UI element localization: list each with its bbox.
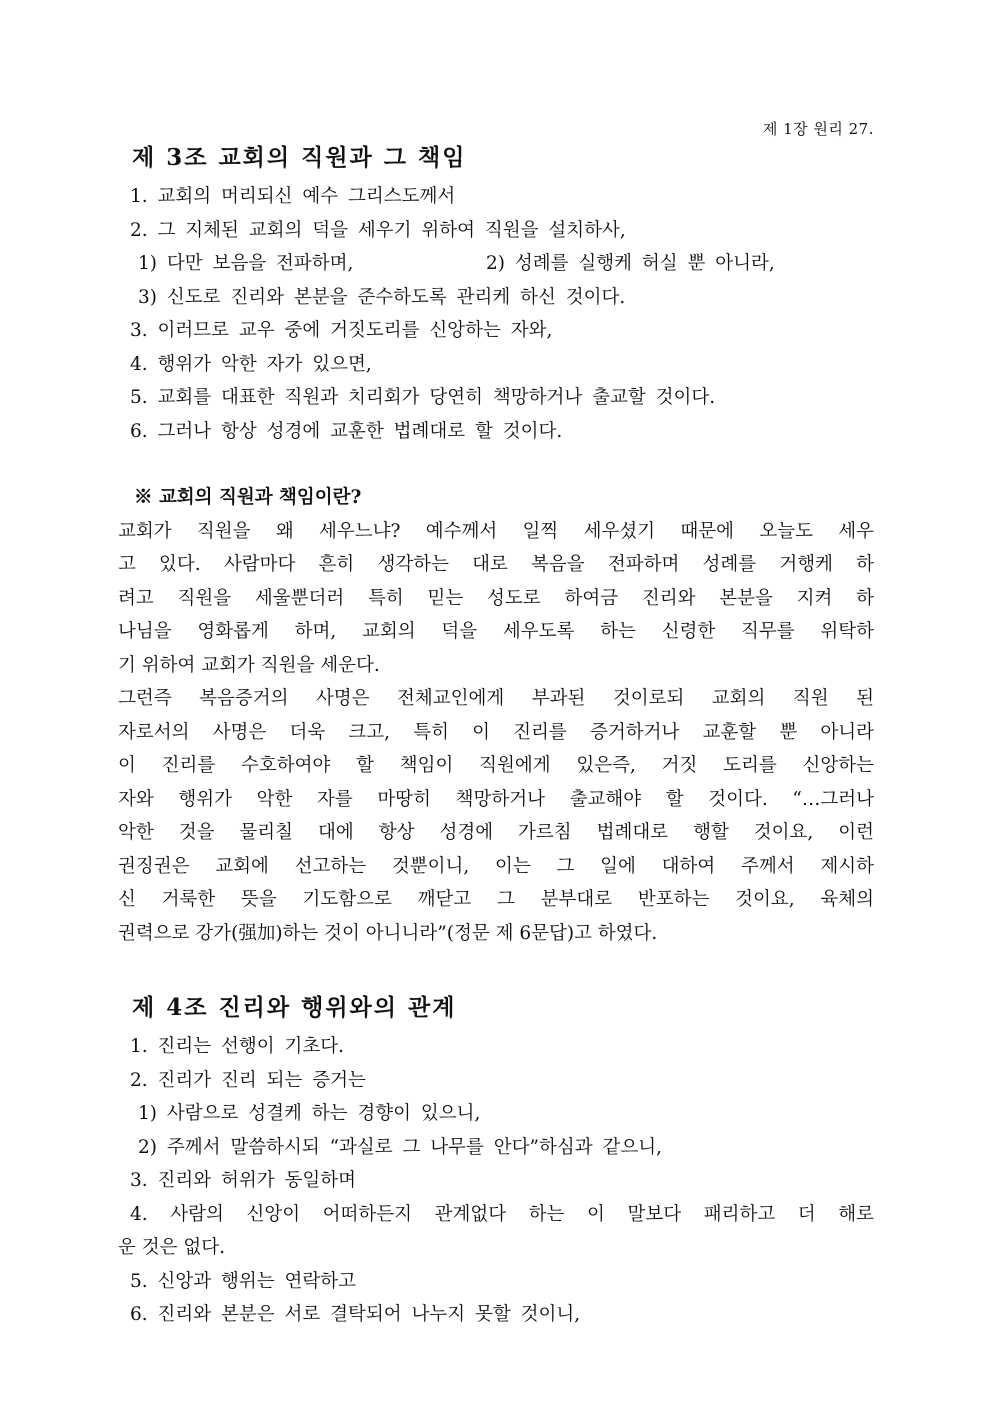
note-title: ※ 교회의 직원과 책임이란? xyxy=(134,487,362,508)
note-para2-line: 그런즉 복음증거의 사명은 전체교인에게 부과된 것이로되 교회의 직원 된 xyxy=(118,688,874,709)
note-para1-line: 교회가 직원을 왜 세우느냐? 예수께서 일찍 세우셨기 때문에 오늘도 세우 xyxy=(118,520,874,542)
section-4-item-6: 6. 진리와 본분은 서로 결탁되어 나누지 못할 것이니, xyxy=(130,1304,581,1325)
section-4-item-2: 2. 진리가 진리 되는 증거는 xyxy=(130,1069,366,1091)
note-para1-line: 고 있다. 사람마다 흔히 생각하는 대로 복음을 전파하며 성례를 거행케 하 xyxy=(118,554,874,575)
section-3-sub-2: 2) 성례를 실행케 허실 뿐 아니라, xyxy=(486,253,775,274)
section-3-item-4: 4. 행위가 악한 자가 있으면, xyxy=(130,353,372,375)
spacer xyxy=(118,950,874,990)
section-4-item-3: 3. 진리와 허위가 동일하며 xyxy=(130,1170,357,1191)
note-para2-line: 악한 것을 물리칠 대에 항상 성경에 가르침 법례대로 행할 것이요, 이런 xyxy=(118,822,874,843)
section-3-item-3: 3. 이러므로 교우 중에 거짓도리를 신앙하는 자와, xyxy=(130,320,553,341)
section-3-heading: 제 3조 교회의 직원과 그 책임 xyxy=(132,144,467,171)
section-3-item-5: 5. 교회를 대표한 직원과 치리회가 당연히 책망하거나 출교할 것이다. xyxy=(130,387,716,408)
running-header: 제 1장 원리 27. xyxy=(762,120,874,138)
section-4-item-5: 5. 신앙과 행위는 연락하고 xyxy=(130,1270,357,1292)
note-para1-line: 기 위하여 교회가 직원을 세운다. xyxy=(118,654,380,676)
section-3-item-6: 6. 그러나 항상 성경에 교훈한 법례대로 할 것이다. xyxy=(130,420,563,442)
spacer xyxy=(118,448,874,481)
section-4-sub-1: 1) 사람으로 성결케 하는 경향이 있으니, xyxy=(138,1103,481,1124)
section-4-item-4-line-1: 4. 사람의 신앙이 어떠하든지 관계없다 하는 이 말보다 패리하고 더 해로 xyxy=(130,1203,874,1225)
section-3-item-1: 1. 교회의 머리되신 예수 그리스도께서 xyxy=(130,186,456,207)
section-4-sub-2: 2) 주께서 말씀하시되 “과실로 그 나무를 안다”하심과 같으니, xyxy=(138,1136,662,1158)
note-para1-line: 나님을 영화롭게 하며, 교회의 덕을 세우도록 하는 신령한 직무를 위탁하 xyxy=(118,621,874,642)
page-content xyxy=(118,140,874,1332)
section-4-item-4-line-2: 운 것은 없다. xyxy=(118,1237,225,1258)
section-4-heading: 제 4조 진리와 행위와의 관계 xyxy=(132,994,457,1021)
section-3-subitems-row xyxy=(118,247,874,281)
section-3-sub-3: 3) 신도로 진리와 본분을 준수하도록 관리케 하신 것이다. xyxy=(138,286,626,308)
note-para2-line: 권징권은 교회에 선고하는 것뿐이니, 이는 그 일에 대하여 주께서 제시하 xyxy=(118,855,874,877)
note-para2-line: 이 진리를 수호하여야 할 책임이 직원에게 있은즉, 거짓 도리를 신앙하는 xyxy=(118,755,874,776)
section-3-item-2: 2. 그 지체된 교회의 덕을 세우기 위하여 직원을 설치하사, xyxy=(130,219,626,241)
note-para2-line: 자와 행위가 악한 자를 마땅히 책망하거나 출교해야 할 것이다. “…그러나 xyxy=(118,788,874,810)
section-3-sub-1: 1) 다만 보음을 전파하며, xyxy=(138,253,354,274)
note-para1-line: 려고 직원을 세울뿐더러 특히 믿는 성도로 하여금 진리와 본분을 지켜 하 xyxy=(118,587,874,609)
note-para2-line: 자로서의 사명은 더욱 크고, 특히 이 진리를 증거하거나 교훈할 뿐 아니라 xyxy=(118,721,874,743)
note-para2-line: 권력으로 강가(强加)하는 것이 아니니라”(정문 제 6문답)고 하였다. xyxy=(118,922,658,944)
note-para2-line: 신 거룩한 뜻을 기도함으로 깨닫고 그 분부대로 반포하는 것이요, 육체의 xyxy=(118,889,874,910)
section-4-item-1: 1. 진리는 선행이 기초다. xyxy=(130,1036,345,1057)
